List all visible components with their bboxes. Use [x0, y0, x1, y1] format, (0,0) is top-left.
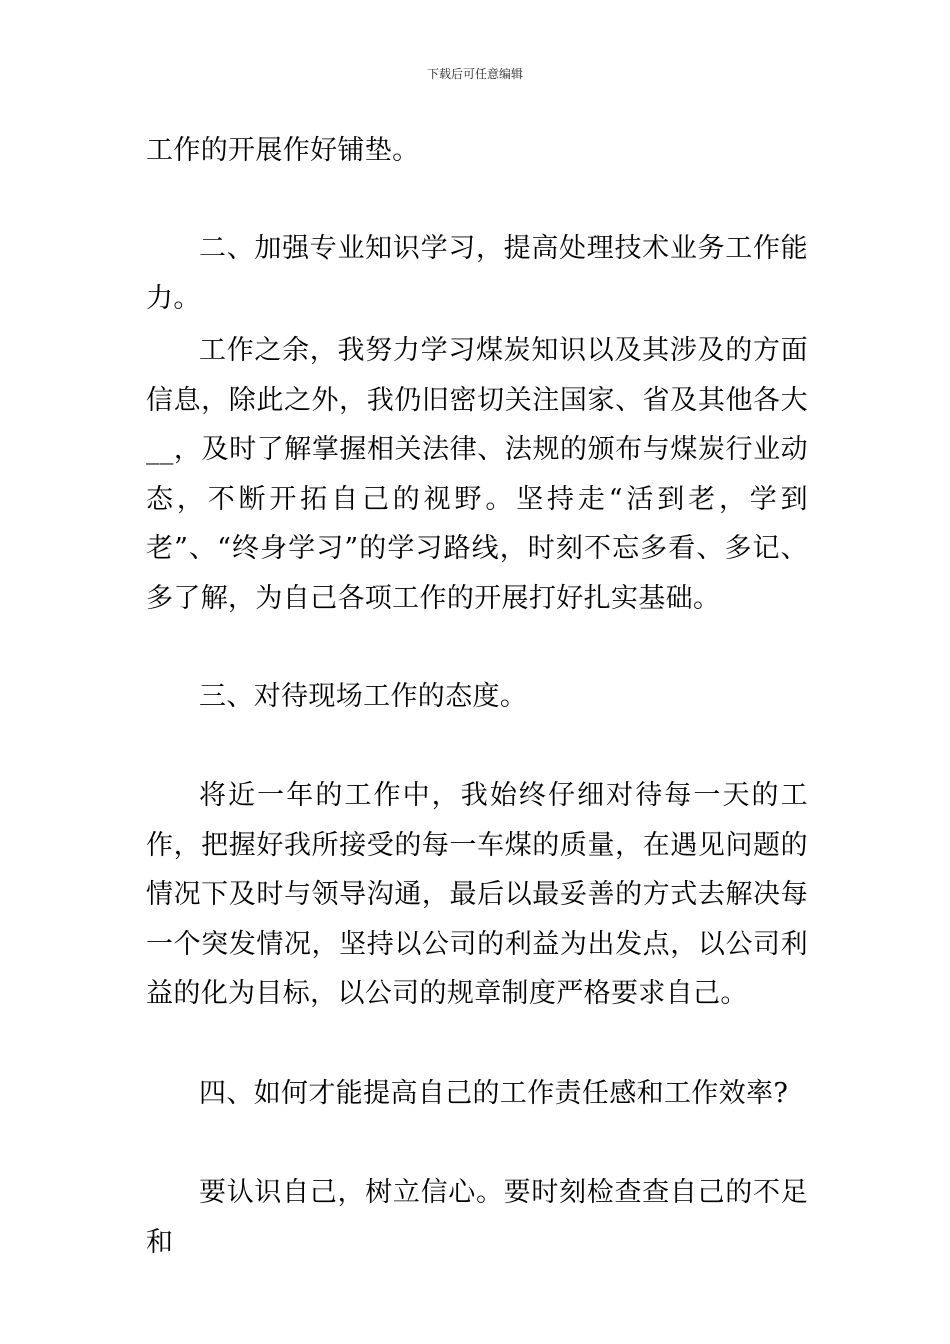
section-heading-3: 三、对待现场工作的态度。	[199, 681, 528, 712]
paragraph-self-awareness: 要认识自己，树立信心。要时刻检查查自己的不足和	[146, 1177, 808, 1258]
paragraph-study: 工作之余，我努力学习煤炭知识以及其涉及的方面信息，除此之外，我仍旧密切关注国家、省及其他各大__，及时了解掌握相关法律、法规的颁布与煤炭行业动态，不断开拓自己的视野。坚持走“活到老，学到老”、“终身学习”的学习路线，时刻不忘多看、多记、多了解，为自己各项工作的开展打好扎实基础。	[146, 335, 808, 614]
section-heading-2: 二、加强专业知识学习，提高处理技术业务工作能力。	[146, 233, 808, 314]
paragraph-continuation: 工作的开展作好铺垫。	[146, 135, 420, 166]
paragraph-onsite-work: 将近一年的工作中，我始终仔细对待每一天的工作，把握好我所接受的每一车煤的质量，在遇见问题的情况下及时与领导沟通，最后以最妥善的方式去解决每一个突发情况，坚持以公司的利益为出发点，以公司利益的化为目标，以公司的规章制度严格要求自己。	[146, 780, 808, 1009]
page-header: 下载后可任意编辑	[426, 67, 523, 81]
section-heading-4: 四、如何才能提高自己的工作责任感和工作效率?	[199, 1078, 789, 1109]
